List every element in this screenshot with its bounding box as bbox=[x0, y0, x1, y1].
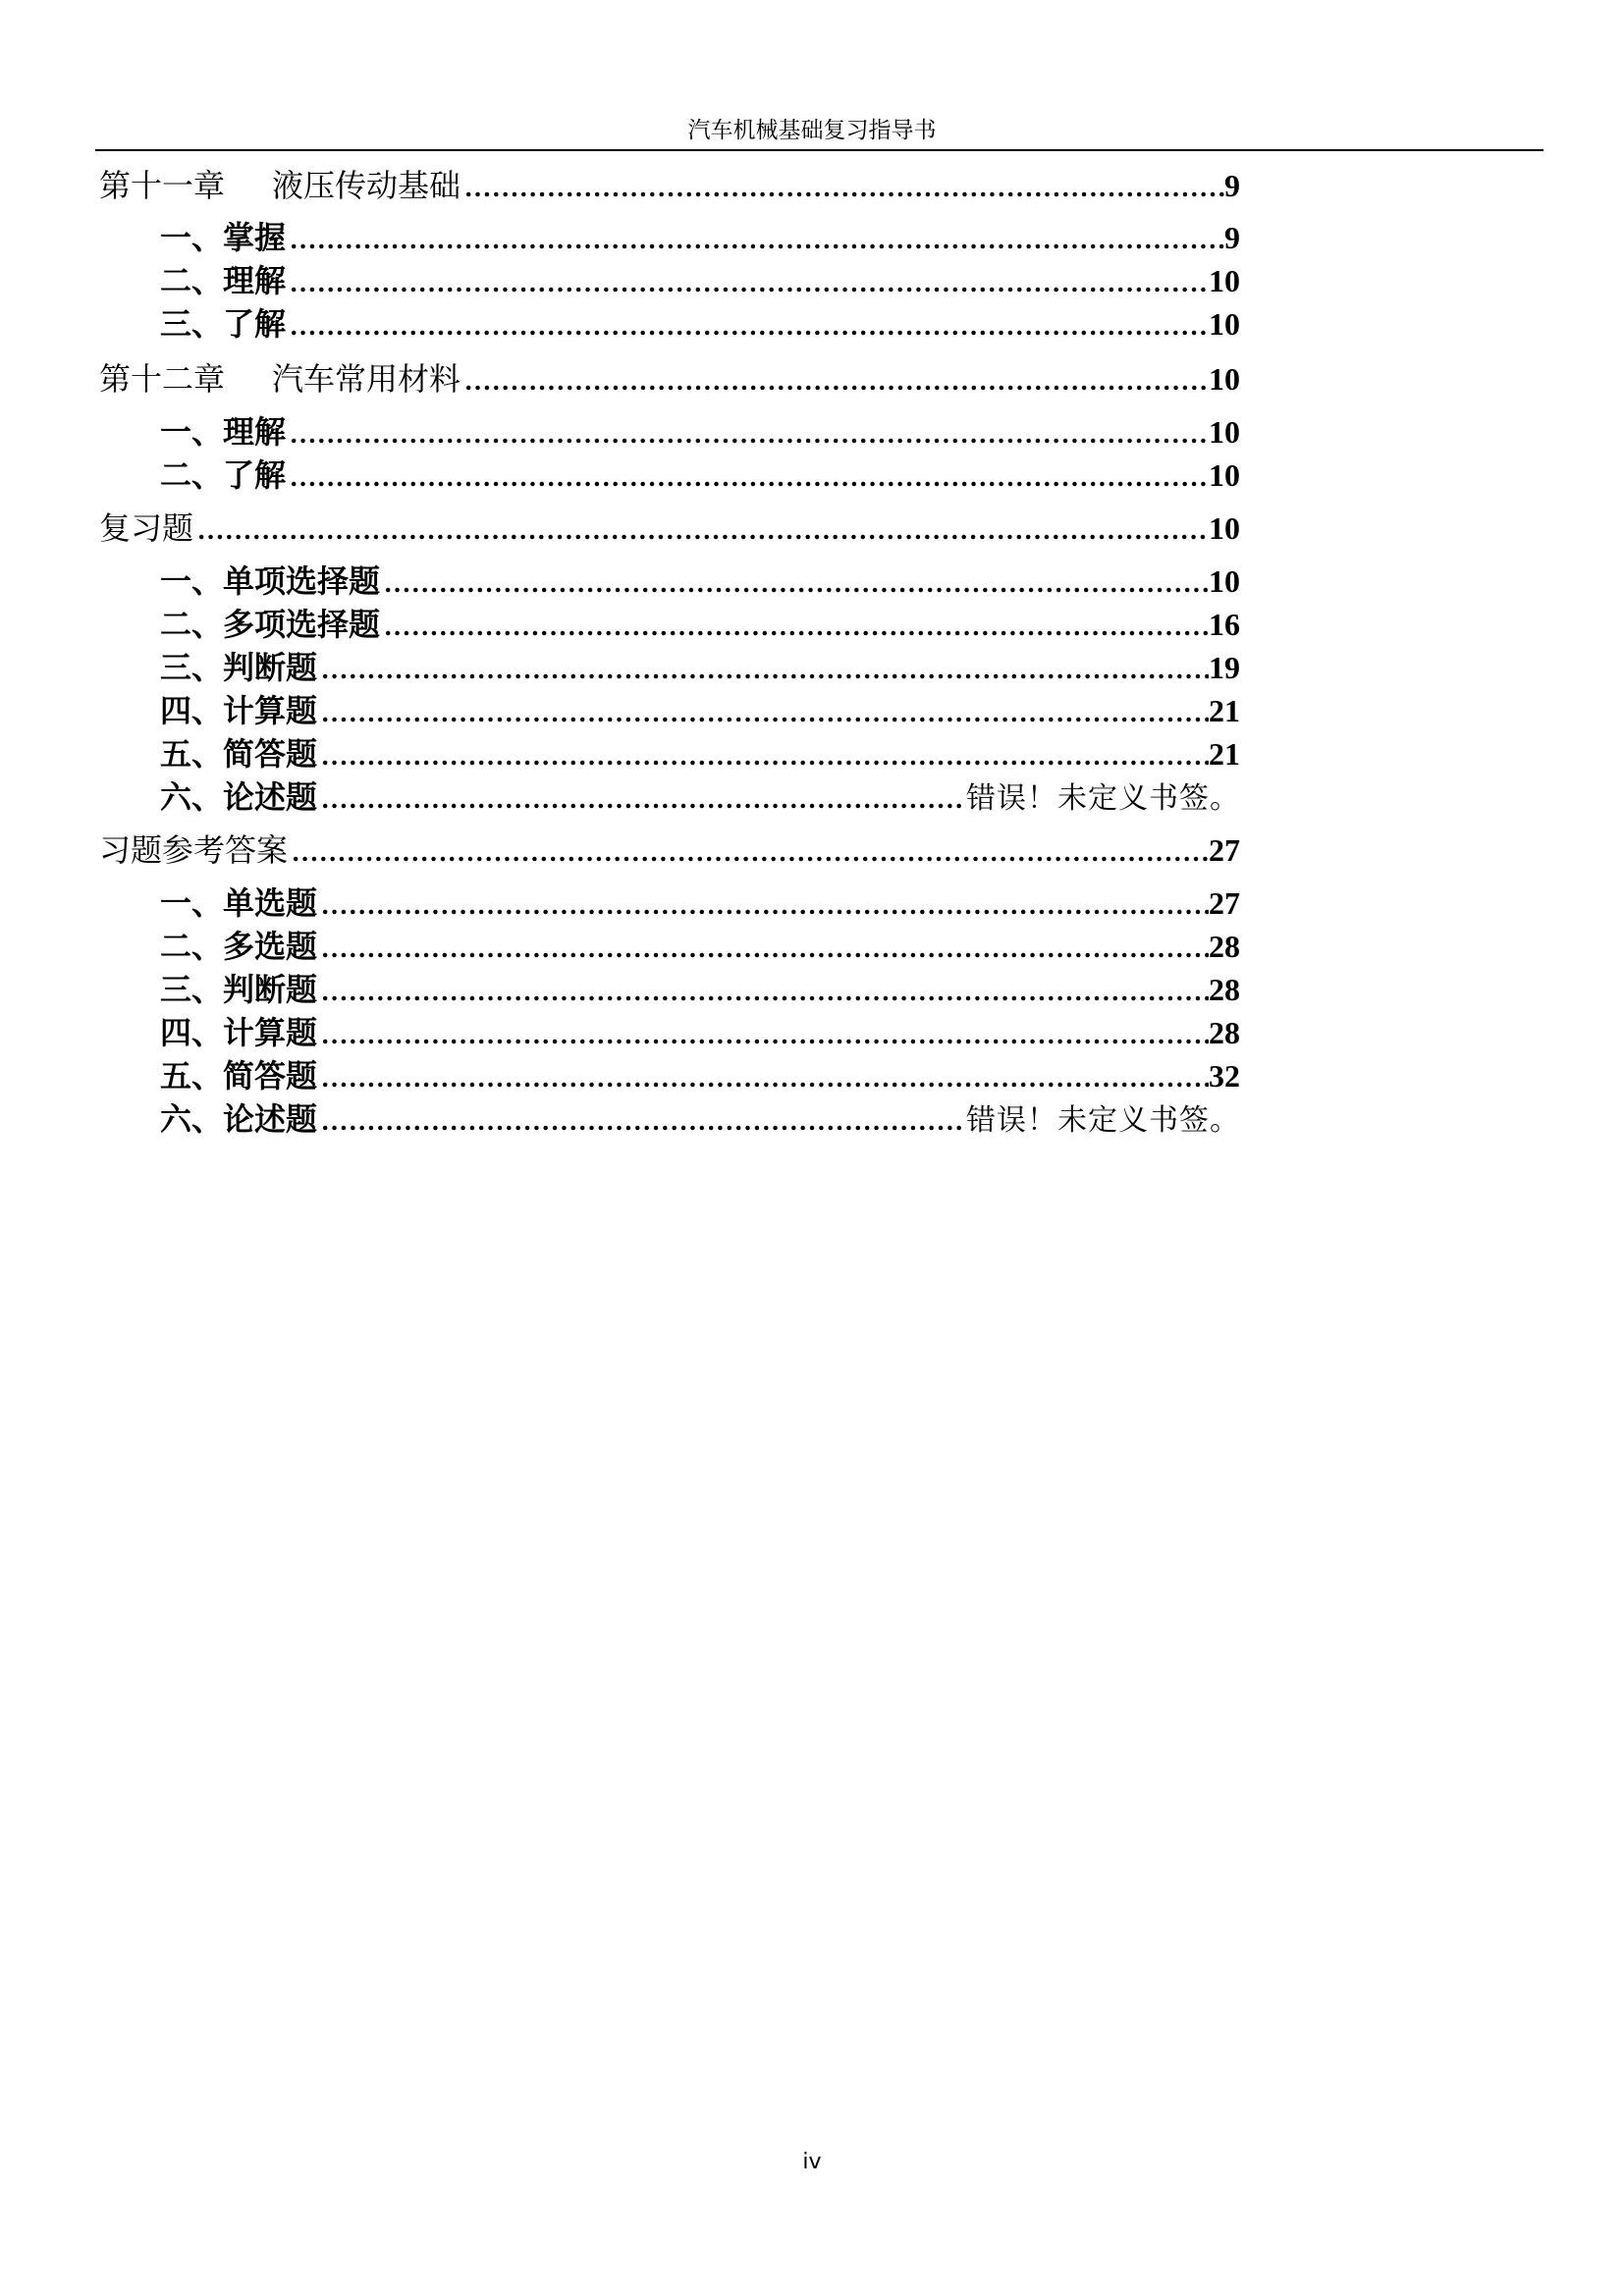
toc-page-number: 27 bbox=[1209, 885, 1240, 921]
toc-leader-dots bbox=[321, 694, 1209, 733]
toc-entry-label: 一、单项选择题 bbox=[160, 562, 381, 600]
toc-page-number: 21 bbox=[1209, 693, 1240, 728]
toc-leader-dots bbox=[464, 362, 1209, 401]
toc-entry[interactable] bbox=[160, 605, 1240, 644]
toc-entry[interactable] bbox=[160, 412, 1240, 452]
toc-page-number: 9 bbox=[1224, 168, 1240, 203]
toc-entry-label: 三、判断题 bbox=[160, 649, 318, 686]
toc-leader-dots bbox=[321, 1016, 1209, 1055]
toc-page-number: 28 bbox=[1209, 972, 1240, 1007]
toc-entry-label: 六、论述题 bbox=[160, 778, 318, 816]
toc-leader-dots bbox=[292, 833, 1209, 873]
toc-page-number: 10 bbox=[1209, 457, 1240, 493]
toc-leader-dots bbox=[197, 511, 1209, 551]
toc-chapter-title: 汽车常用材料 bbox=[272, 360, 461, 398]
toc-leader-dots bbox=[290, 307, 1209, 347]
toc-entry[interactable] bbox=[160, 691, 1240, 730]
toc-entry-label: 一、理解 bbox=[160, 413, 287, 451]
toc-leader-dots bbox=[321, 886, 1209, 926]
toc-entry-review[interactable] bbox=[99, 508, 1240, 548]
toc-entry-chapter-12[interactable] bbox=[99, 359, 1240, 399]
toc-page-number: 32 bbox=[1209, 1058, 1240, 1094]
toc-chapter-title: 液压传动基础 bbox=[272, 167, 461, 204]
toc-entry[interactable] bbox=[160, 883, 1240, 923]
toc-entry[interactable] bbox=[160, 561, 1240, 601]
toc-leader-dots bbox=[290, 221, 1224, 260]
toc-page-number: 16 bbox=[1209, 607, 1240, 642]
toc-entry-chapter-11[interactable] bbox=[99, 166, 1240, 205]
toc-entry-label: 五、简答题 bbox=[160, 735, 318, 773]
toc-page-number: 10 bbox=[1209, 563, 1240, 599]
toc-page-number: 28 bbox=[1209, 929, 1240, 964]
toc-page-number: 10 bbox=[1209, 414, 1240, 450]
toc-entry-label: 习题参考答案 bbox=[99, 831, 289, 869]
toc-leader-dots bbox=[384, 608, 1209, 647]
toc-page-number: 28 bbox=[1209, 1015, 1240, 1050]
toc-entry[interactable] bbox=[160, 648, 1240, 687]
toc-entry-answers[interactable] bbox=[99, 830, 1240, 870]
toc-entry-label: 二、多选题 bbox=[160, 928, 318, 965]
toc-entry-label: 四、计算题 bbox=[160, 1014, 318, 1051]
toc-leader-dots bbox=[290, 458, 1209, 498]
toc-page-number: 10 bbox=[1209, 510, 1240, 546]
toc-entry-label: 四、计算题 bbox=[160, 692, 318, 729]
toc-entry-label: 一、掌握 bbox=[160, 219, 287, 256]
toc-leader-dots bbox=[290, 415, 1209, 454]
toc-entry[interactable] bbox=[160, 261, 1240, 300]
toc-entry[interactable] bbox=[160, 218, 1240, 257]
toc-entry-label: 二、理解 bbox=[160, 262, 287, 299]
toc-page-number: 10 bbox=[1209, 263, 1240, 298]
toc-page-error: 错误！未定义书签。 bbox=[966, 781, 1240, 816]
toc-entry-label: 复习题 bbox=[99, 509, 194, 547]
toc-leader-dots bbox=[321, 1059, 1209, 1098]
toc-entry[interactable] bbox=[160, 927, 1240, 966]
toc-page-error: 错误！未定义书签。 bbox=[966, 1103, 1240, 1138]
toc-entry[interactable] bbox=[160, 970, 1240, 1009]
toc-entry-label: 一、单选题 bbox=[160, 884, 318, 922]
toc-leader-dots bbox=[321, 651, 1209, 690]
toc-leader-dots bbox=[321, 930, 1209, 969]
toc-entry-label: 五、简答题 bbox=[160, 1057, 318, 1095]
toc-entry[interactable] bbox=[160, 1099, 1240, 1139]
toc-entry[interactable] bbox=[160, 777, 1240, 817]
toc-chapter-number: 第十一章 bbox=[99, 167, 226, 204]
toc-page-number: 27 bbox=[1209, 832, 1240, 868]
toc-leader-dots bbox=[321, 737, 1209, 776]
page-number: iv bbox=[802, 2150, 822, 2174]
toc-entry-label: 三、了解 bbox=[160, 305, 287, 343]
toc-page-number: 10 bbox=[1209, 306, 1240, 342]
toc-page-number: 19 bbox=[1209, 650, 1240, 685]
toc-page-number: 21 bbox=[1209, 736, 1240, 772]
toc-chapter-number: 第十二章 bbox=[99, 360, 226, 398]
toc-entry[interactable] bbox=[160, 734, 1240, 774]
toc-page-number: 9 bbox=[1224, 220, 1240, 255]
toc-entry[interactable] bbox=[160, 455, 1240, 495]
toc-entry[interactable] bbox=[160, 1056, 1240, 1095]
toc-entry-label: 六、论述题 bbox=[160, 1100, 318, 1138]
toc-entry-label: 二、了解 bbox=[160, 456, 287, 494]
toc-leader-dots bbox=[321, 973, 1209, 1012]
toc-entry-label: 二、多项选择题 bbox=[160, 606, 381, 643]
toc-leader-dots bbox=[321, 780, 966, 820]
running-header: 汽车机械基础复习指导书 bbox=[687, 118, 937, 143]
toc-leader-dots bbox=[290, 264, 1209, 303]
toc-entry[interactable] bbox=[160, 304, 1240, 344]
toc-leader-dots bbox=[321, 1102, 966, 1142]
toc-entry[interactable] bbox=[160, 1013, 1240, 1052]
toc-page-number: 10 bbox=[1209, 361, 1240, 397]
toc-leader-dots bbox=[384, 564, 1209, 604]
toc-entry-label: 三、判断题 bbox=[160, 971, 318, 1008]
toc-leader-dots bbox=[464, 169, 1224, 208]
